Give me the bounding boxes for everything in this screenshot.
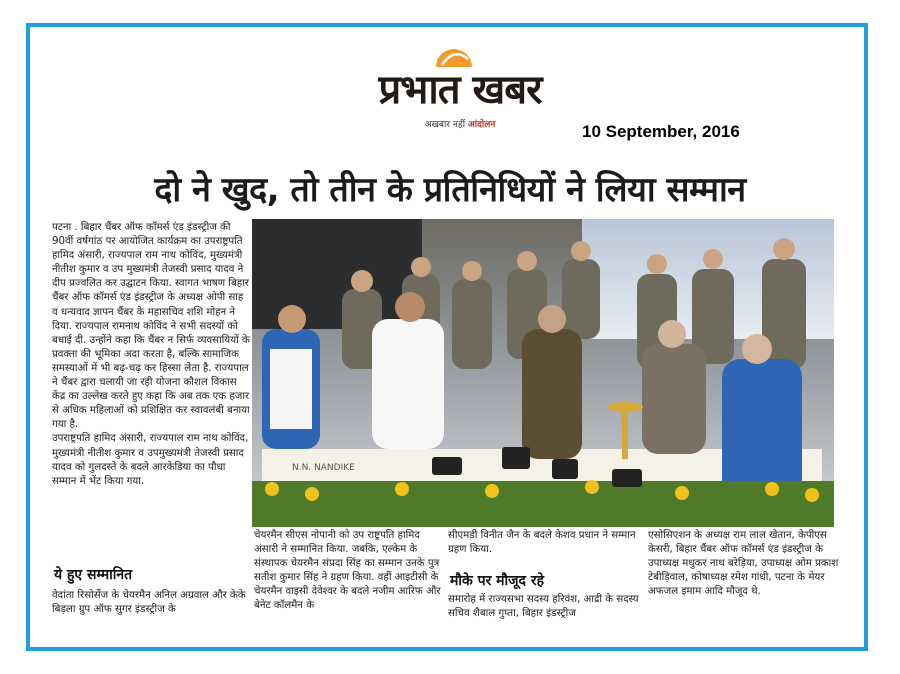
masthead-logo <box>360 41 560 151</box>
headline: दो ने खुद, तो तीन के प्रतिनिधियों ने लिया सम्मान <box>154 170 746 210</box>
article-paragraph: उपराष्ट्रपति हामिद अंसारी, राज्यपाल राम नाथ कोविंद, मुख्यमंत्री नीतीश कुमार व उपमुख्यमंत्री तेजस्वी प्रसाद यादव को गुलदस्ते के बदले आरकेडिया का पौधा सम्मान में भेंट किया गया. <box>52 433 249 487</box>
event-photo-illustration <box>252 219 834 527</box>
clipping-date: 10 September, 2016 <box>582 122 740 141</box>
article-column-b2b: समारोह में राज्यसभा सदस्य हरिवंश, आद्री के सदस्य सचिव शैबाल गुप्ता, बिहार इंडस्ट्रीज <box>448 594 639 620</box>
article-column-b1: चेयरमैन सीएस नोपानी को उप राष्ट्रपति हामिद अंसारी ने सम्मानित किया. जबकि, एल्केम के संस्थापक चेयरमैन संप्रदा सिंह का सम्मान उनके पुत्र सतीश कुमार सिंह ने ग्रहण किया. वहीं आइटीसी के चेयरमैन वाइसी देवेश्वर के बदले नजीम आरिफ और बेनेट कॉलमैन के <box>254 530 441 612</box>
article-column-left <box>52 221 250 489</box>
masthead-tagline <box>360 117 560 130</box>
sun-logo-icon <box>434 41 474 69</box>
article-column-b2: सीएमडी विनीत जैन के बदले केशव प्रधान ने सम्मान ग्रहण किया. <box>448 530 636 556</box>
tagline-prefix: अखबार नहीं <box>424 120 466 130</box>
clipping-frame <box>26 23 868 651</box>
article-column-left-2: वेदांता रिसोर्सेज के चेयरमैन अनिल अग्रवाल और केके बिड़ला ग्रुप ऑफ सुगर इंडस्ट्रीज के <box>52 590 246 616</box>
event-photo <box>252 219 834 527</box>
article-paragraph: पटना . बिहार चैंबर ऑफ कॉमर्स एंड इंडस्ट्रीज की 90वीं वर्षगांठ पर आयोजित कार्यक्रम का उपराष्ट्रपति हामिद अंसारी, राज्यपाल राम नाथ कोविंद, मुख्यमंत्री नीतीश कुमार व उप मुख्यमंत्री तेजस्वी प्रसाद यादव ने दीप प्रज्वलित कर उद्घाटन किया. स्वागत भाषण बिहार चैंबर ऑफ कॉमर्स एंड इंडस्ट्रीज के अध्यक्ष ओपी साह व धन्यवाद ज्ञापन चैंबर के महासचिव शशि मोहन ने दिया. राज्यपाल रामनाथ कोविंद ने सभी सदस्यों को बधाई दी. उन्होंने कहा कि चैंबर न सिर्फ व्यवसायियों के प्रवक्ता की भूमिका अदा करता है, बल्कि सामाजिक समस्याओं में भी बढ़-चढ़ कर हिस्सा लेता है. राज्यपाल ने चैंबर द्वारा चलायी जा रही योजना कौशल विकास केंद्र का उल्लेख करते हुए कहा कि अब तक एक हजार से अधिक महिलाओं को प्रशिक्षित कर स्वावलंबी बनाया गया है. <box>52 222 250 431</box>
article-column-b3: एसोसिएशन के अध्यक्ष राम लाल खेतान, केपीएस केसरी, बिहार चैंबर ऑफ कॉमर्स एंड इंडस्ट्रीज के उपाध्यक्ष मधुकर नाथ बरेड़िया, उपाध्यक्ष ओम प्रकाश टेबीड़िवाल, कोषाध्यक्ष रमेश गांधी, पटना के मेयर अफजल इमाम आदि मौजूद थे. <box>648 530 839 598</box>
subhead-honored: ये हुए सम्मानित <box>54 567 133 583</box>
masthead-title: प्रभात खबर <box>378 67 542 113</box>
photo-banner-text: N.N. NANDIKE <box>292 463 355 473</box>
subhead-present: मौके पर मौजूद रहे <box>450 573 545 589</box>
tagline-highlight: आंदोलन <box>467 120 496 130</box>
